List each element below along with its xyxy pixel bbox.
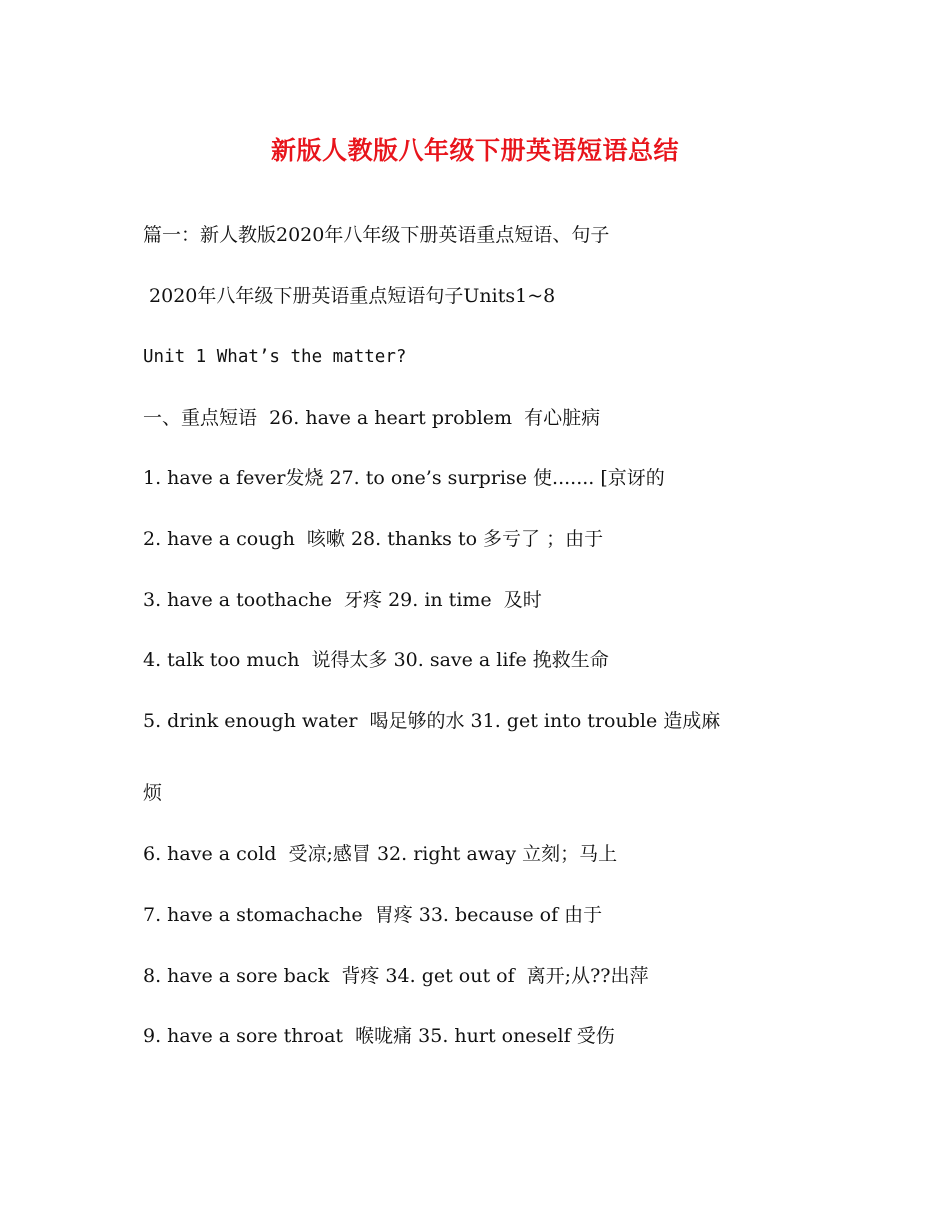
text-line-item-8: 8. have a sore back 背疼 34. get out of 离开;从??出萍 xyxy=(143,965,649,987)
text-line-item-4: 4. talk too much 说得太多 30. save a life 挽救生命 xyxy=(143,649,609,671)
text-line-item-2: 2. have a cough 咳嗽 28. thanks to 多亏了 ；由于 xyxy=(143,528,604,550)
text-line-item-7: 7. have a stomachache 胃疼 33. because of 由于 xyxy=(143,904,603,926)
text-line-item-1: 1. have a fever发烧 27. to one’s surprise 使....... [京讶的 xyxy=(143,467,665,489)
text-line-item-3: 3. have a toothache 牙疼 29. in time 及时 xyxy=(143,589,542,611)
text-line-heading: 篇一：新人教版2020年八年级下册英语重点短语、句子 xyxy=(143,224,610,246)
text-line-item-9: 9. have a sore throat 喉咙痛 35. hurt oneself 受伤 xyxy=(143,1025,615,1047)
text-line-item-5-wrap: 烦 xyxy=(143,782,163,804)
text-line-unit-title: Unit 1 What’s the matter? xyxy=(143,347,407,367)
text-line-item-5: 5. drink enough water 喝足够的水 31. get into trouble 造成麻 xyxy=(143,710,721,732)
document-title: 新版人教版八年级下册英语短语总结 xyxy=(270,136,679,165)
text-line-subheading: 2020年八年级下册英语重点短语句子Units1~8 xyxy=(143,285,556,307)
text-line-section: 一、重点短语 26. have a heart problem 有心脏病 xyxy=(143,407,601,429)
text-line-item-6: 6. have a cold 受凉;感冒 32. right away 立刻；马上 xyxy=(143,843,618,865)
